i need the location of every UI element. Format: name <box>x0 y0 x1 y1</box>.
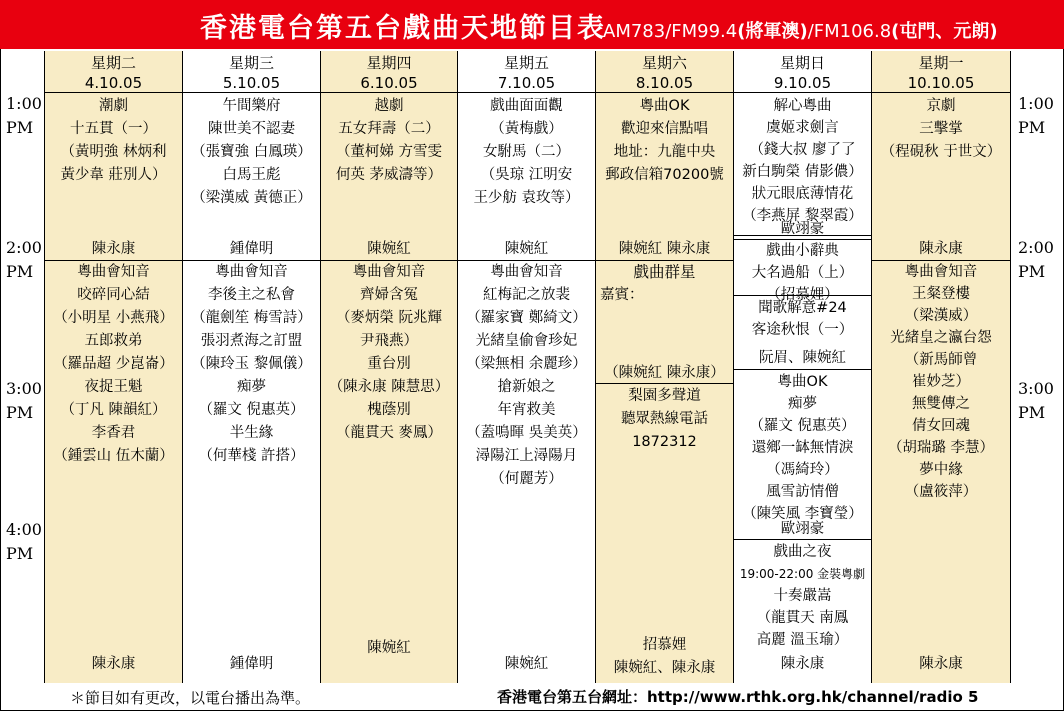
day-header <box>321 51 457 93</box>
host-name: 陳永康 <box>91 241 136 257</box>
program-title: 粵曲會知音 <box>215 264 288 280</box>
program-title: 粵曲OK <box>639 98 690 114</box>
hour: 3:00 <box>1018 379 1054 398</box>
day-column-mon <box>872 51 1011 683</box>
program-line: （陳玲玉 黎佩儀） <box>191 356 312 372</box>
program-title: 聞歌解意#24 <box>758 300 847 316</box>
program-line: （龍劍笙 梅雪詩） <box>191 310 312 326</box>
time-label-2pm-right <box>1018 236 1054 284</box>
program-line: 女駙馬（二） <box>483 144 570 160</box>
program-line: 光緒皇之瀛台怨 <box>890 330 992 346</box>
program-title: 午間樂府 <box>222 98 281 114</box>
time-label-1pm-right <box>1018 92 1054 140</box>
program-block-2 <box>458 261 595 491</box>
hour: 4:00 <box>6 520 42 539</box>
program-line: 陳世美不認妻 <box>208 121 295 137</box>
pm: PM <box>6 262 34 281</box>
program-line: （何華棧 許搭） <box>198 448 305 464</box>
hour: 2:00 <box>1018 238 1054 257</box>
host-name: 陳婉紅、陳永康 <box>613 660 716 676</box>
host-name: 陳永康 <box>91 656 136 672</box>
day-column-tue <box>44 51 183 683</box>
frequency-info <box>603 17 998 43</box>
program-line: 1872312 <box>632 434 697 450</box>
title-banner <box>0 0 1064 49</box>
program-block-2 <box>45 261 182 468</box>
host-name: 鍾偉明 <box>229 241 274 257</box>
day-column-thu <box>321 51 458 683</box>
program-line: 客途秋恨（一） <box>751 322 854 338</box>
day-header <box>45 51 182 93</box>
host-name: 招慕娌 <box>642 637 687 653</box>
program-line: 白馬王彪 <box>222 167 281 183</box>
program-line: 搶新娘之 <box>497 379 556 395</box>
time-label-3pm <box>6 377 42 425</box>
program-line: 郵政信箱70200號 <box>605 167 724 183</box>
program-line: 紅梅記之放裴 <box>483 287 570 303</box>
program-title-group: 戲曲群星 <box>633 263 696 281</box>
footer <box>0 683 1064 710</box>
day-name: 星期三 <box>228 54 274 72</box>
program-line: （胡瑞璐 李慧） <box>887 440 995 456</box>
program-line: 張羽煮海之訂盟 <box>200 333 303 349</box>
program-title: 粵曲會知音 <box>904 264 978 280</box>
program-line: 齊婦含冤 <box>360 287 418 303</box>
program-line: （盧筱萍） <box>904 484 978 500</box>
day-name: 星期二 <box>90 54 136 72</box>
page-title: 香港電台第五台戲曲天地節目表 <box>200 13 606 44</box>
program-title: 粵曲OK <box>777 374 828 390</box>
hour: 2:00 <box>6 238 42 257</box>
divider <box>734 295 871 296</box>
program-line: （羅文 倪惠英） <box>198 402 305 418</box>
program-line: 高麗 溫玉瑜） <box>756 632 849 648</box>
program-line: 王少舫 袁玫等） <box>473 190 580 206</box>
program-title: 粵曲會知音 <box>352 264 426 280</box>
footer-note: ＊節目如有更改，以電台播出為準。 <box>70 689 311 707</box>
program-line: 五郎救弟 <box>84 333 143 349</box>
host-name: 陳永康 <box>919 656 963 672</box>
guest-label: 嘉賓： <box>600 287 644 303</box>
program-line: 夢中緣 <box>919 462 963 478</box>
day-date: 9.10.05 <box>773 74 832 92</box>
host-name: 陳婉紅 <box>504 656 549 672</box>
program-block-1 <box>734 95 871 227</box>
program-line: （陳笑風 李寶瑩） <box>742 506 863 522</box>
program-title: 粵曲會知音 <box>490 264 563 280</box>
program-block-2 <box>183 261 320 468</box>
day-column-fri <box>458 51 596 683</box>
program-line: 夜捉王魁 <box>84 379 143 395</box>
program-line: （龍貫天 南鳳 <box>756 610 849 626</box>
host-name: 陳婉紅 陳永康 <box>618 241 711 257</box>
program-line: 槐蔭別 <box>367 402 411 418</box>
day-column-sun <box>734 51 872 683</box>
freq-1: AM783/FM99.4 <box>603 21 738 42</box>
host-name: 陳婉紅 <box>367 640 411 656</box>
day-date: 10.10.05 <box>907 74 975 92</box>
pm: PM <box>6 403 34 422</box>
day-name: 星期六 <box>641 54 687 72</box>
program-line: 痴夢 <box>788 396 817 412</box>
program-title: 梨園多聲道 <box>628 388 701 404</box>
time-label-1pm <box>6 92 42 140</box>
program-line: 虞姬求劍言 <box>766 120 839 136</box>
day-date: 4.10.05 <box>84 74 143 92</box>
day-name: 星期一 <box>918 54 964 72</box>
program-line: （羅品超 少崑崙） <box>53 356 174 372</box>
program-line: （程硯秋 于世文） <box>880 144 1002 160</box>
program-line: 痴夢 <box>237 379 266 395</box>
host-name: 歐翊豪 <box>780 521 825 537</box>
hour: 1:00 <box>6 94 42 113</box>
host-name: 陳婉紅 <box>367 241 411 257</box>
program-line: （李燕屏 黎翠霞） <box>742 208 863 224</box>
program-line: 歡迎來信點唱 <box>621 121 708 137</box>
program-line: （羅家寶 鄭綺文） <box>466 310 587 326</box>
program-line: 李後主之私會 <box>208 287 295 303</box>
program-block-1 <box>458 95 595 210</box>
program-line: 風雪訪情僧 <box>766 484 839 500</box>
day-date: 6.10.05 <box>360 74 418 92</box>
program-block-2 <box>872 261 1010 503</box>
program-line: （梁漢威 黃德正） <box>191 190 312 206</box>
host-name: 陳永康 <box>919 241 963 257</box>
pm: PM <box>1018 118 1046 137</box>
program-title: 戲曲之夜 <box>773 544 832 560</box>
day-header <box>734 51 871 93</box>
program-line: （董柯娣 方雪雯 <box>335 144 443 160</box>
program-block-1 <box>321 95 457 187</box>
program-line: （何麗芳） <box>490 471 563 487</box>
program-title: 解心粵曲 <box>773 98 832 114</box>
program-line: （黃梅戲） <box>490 121 563 137</box>
program-line: 王粲登樓 <box>912 286 970 302</box>
day-column-sat <box>596 51 734 683</box>
host-name: 歐翊豪 <box>780 221 825 237</box>
program-line: 聽眾熱線電話 <box>621 411 708 427</box>
day-name: 星期五 <box>503 54 549 72</box>
program-line: 何英 茅威濤等） <box>335 167 443 183</box>
program-title: 越劇 <box>374 98 404 114</box>
program-title: 戲曲面面觀 <box>490 98 563 114</box>
program-line: （陳婉紅 陳永康） <box>604 365 725 381</box>
day-header <box>183 51 320 93</box>
program-block-5 <box>734 541 871 651</box>
program-line: （馮綺玲） <box>766 462 839 478</box>
program-title: 戲曲小辭典 <box>766 243 839 259</box>
day-header <box>872 51 1010 93</box>
program-line: （陳永康 陳慧思） <box>328 379 450 395</box>
pm: PM <box>6 544 34 563</box>
program-line: （梁無相 余麗珍） <box>466 356 587 372</box>
loc-2: (屯門、元朗) <box>891 21 998 42</box>
program-block-2 <box>321 261 457 445</box>
program-block-4 <box>734 371 871 525</box>
divider <box>734 539 871 540</box>
day-date: 8.10.05 <box>635 74 694 92</box>
program-line: （錢大叔 廖了了 <box>749 142 856 158</box>
program-line: 十五貫（一） <box>70 121 157 137</box>
host-name: 陳永康 <box>780 656 825 672</box>
day-date: 5.10.05 <box>222 74 281 92</box>
program-line: （招慕娌） <box>766 287 839 303</box>
program-line: （吳琼 江明安 <box>480 167 573 183</box>
program-line: （蓋鳴暉 吳美英） <box>466 425 587 441</box>
program-line: （新馬師曾 <box>904 352 978 368</box>
host-name: 鍾偉明 <box>229 656 274 672</box>
program-line: 重台別 <box>367 356 411 372</box>
program-block-3 <box>734 297 871 341</box>
program-line: （鍾雲山 伍木蘭） <box>53 448 174 464</box>
program-time: 19:00-22:00 金裝粵劇 <box>739 567 866 581</box>
program-line: 新白駒榮 倩影儂） <box>742 164 863 180</box>
program-line: 三擊掌 <box>919 121 963 137</box>
program-line: 尹飛燕） <box>360 333 418 349</box>
program-line: 五女拜壽（二） <box>338 121 440 137</box>
day-header <box>458 51 595 93</box>
hour: 3:00 <box>6 379 42 398</box>
program-line: 崔妙芝） <box>912 374 970 390</box>
program-line: （小明星 小燕飛） <box>53 310 174 326</box>
host-block-end <box>596 634 733 680</box>
time-label-2pm <box>6 236 42 284</box>
program-line: （羅文 倪惠英） <box>749 418 856 434</box>
program-line: 黃少韋 莊別人） <box>60 167 167 183</box>
program-block-1 <box>872 95 1010 164</box>
program-block-3 <box>596 362 733 454</box>
program-line: 光緒皇偷會珍妃 <box>475 333 578 349</box>
day-column-wed <box>183 51 321 683</box>
program-line: 大名過船（上） <box>751 265 854 281</box>
freq-2: /FM106.8 <box>807 21 892 42</box>
program-line: （黃明強 林炳利 <box>60 144 167 160</box>
program-line: （麥炳榮 阮兆輝 <box>335 310 443 326</box>
program-line: 倩女回魂 <box>912 418 970 434</box>
loc-1: (將軍澳) <box>737 21 808 42</box>
pm: PM <box>1018 403 1046 422</box>
time-label-3pm-right <box>1018 377 1054 425</box>
program-line: （張寶強 白鳳瑛） <box>191 144 312 160</box>
program-line: 潯陽江上潯陽月 <box>475 448 578 464</box>
program-block-1 <box>183 95 320 210</box>
program-title: 粵曲會知音 <box>77 264 150 280</box>
time-label-4pm <box>6 518 42 566</box>
program-line: （龍貫天 麥鳳） <box>335 425 443 441</box>
program-title: 京劇 <box>926 98 956 114</box>
day-header <box>596 51 733 93</box>
program-line: 李香君 <box>91 425 136 441</box>
host-name: 阮眉、陳婉紅 <box>759 350 846 366</box>
program-line: 無雙傳之 <box>912 396 970 412</box>
pm: PM <box>1018 262 1046 281</box>
program-line: （丁凡 陳韻紅） <box>60 402 167 418</box>
program-line: 還鄉一缽無情淚 <box>751 440 854 456</box>
program-line: 狀元眼底薄情花 <box>751 186 854 202</box>
program-line: 地址：九龍中央 <box>613 144 716 160</box>
day-date: 7.10.05 <box>497 74 556 92</box>
program-line: 年宵救美 <box>497 402 556 418</box>
day-name: 星期四 <box>366 54 412 72</box>
day-name: 星期日 <box>779 54 825 72</box>
hour: 1:00 <box>1018 94 1054 113</box>
program-line: （梁漢威） <box>904 308 978 324</box>
divider <box>734 369 871 370</box>
program-line: 半生緣 <box>229 425 274 441</box>
program-block-1 <box>596 95 733 187</box>
program-title: 潮劇 <box>99 98 128 114</box>
host-name: 陳婉紅 <box>504 241 549 257</box>
pm: PM <box>6 118 34 137</box>
footer-website: 香港電台第五台網址：http://www.rthk.org.hk/channel/radio 5 <box>497 688 979 706</box>
program-line: 十奏嚴嵩 <box>773 588 832 604</box>
program-line: 咬碎同心結 <box>77 287 150 303</box>
program-block-1 <box>45 95 182 187</box>
